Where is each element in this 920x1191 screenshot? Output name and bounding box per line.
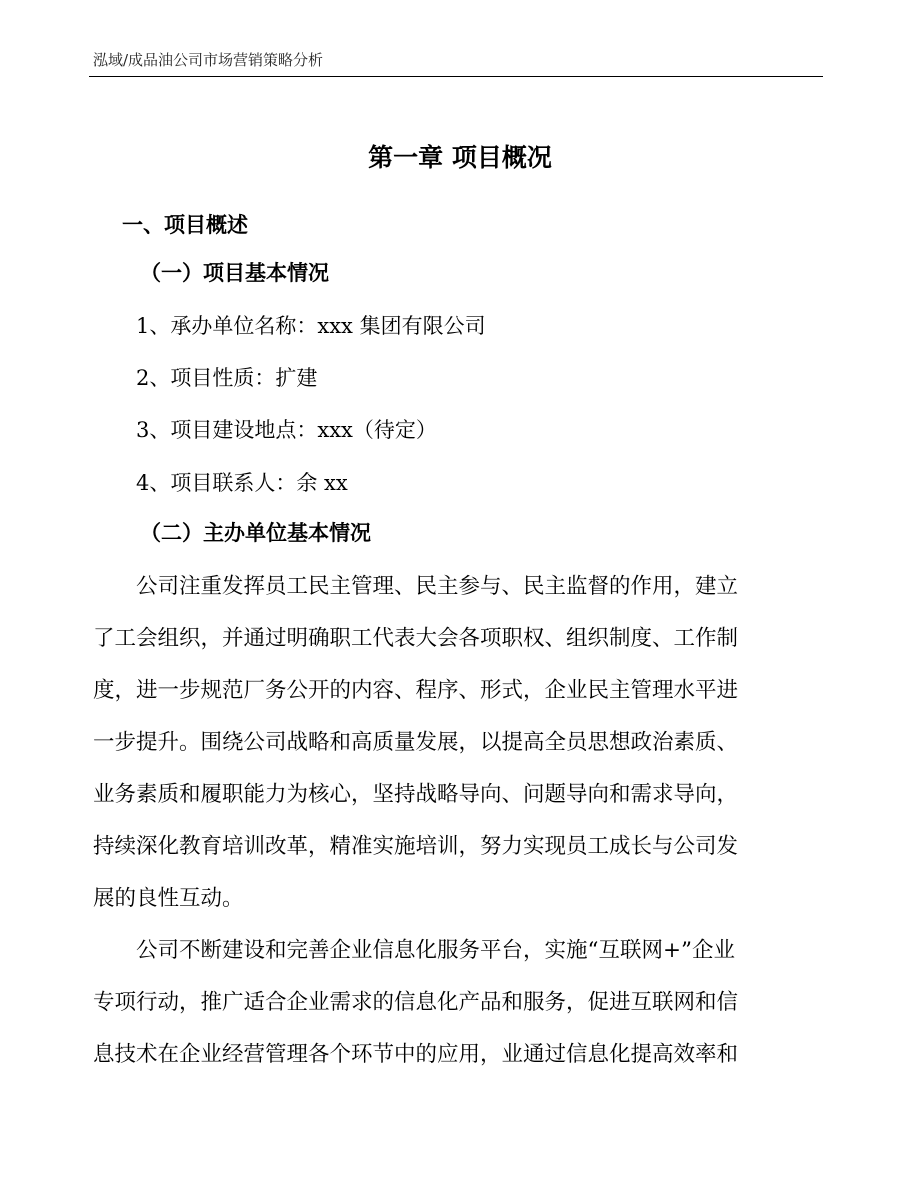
- subsection-heading-basic-info: （一）项目基本情况: [140, 261, 329, 285]
- paragraph-line: 公司注重发挥员工民主管理、民主参与、民主监督的作用，建立: [136, 574, 739, 599]
- paragraph-line: 度，进一步规范厂务公开的内容、程序、形式，企业民主管理水平进: [93, 678, 739, 703]
- paragraph-line: 一步提升。围绕公司战略和高质量发展，以提高全员思想政治素质、: [93, 730, 739, 755]
- list-item: 3、项目建设地点：xxx（待定）: [136, 418, 437, 442]
- paragraph-line: 持续深化教育培训改革，精准实施培训，努力实现员工成长与公司发: [93, 834, 739, 859]
- paragraph-line: 息技术在企业经营管理各个环节中的应用，业通过信息化提高效率和: [93, 1042, 739, 1067]
- subsection-heading-sponsor-info: （二）主办单位基本情况: [140, 521, 371, 545]
- list-item: 2、项目性质：扩建: [136, 366, 318, 390]
- paragraph-line: 展的良性互动。: [93, 886, 244, 911]
- header-rule: [89, 76, 823, 77]
- list-item: 1、承办单位名称：xxx 集团有限公司: [136, 314, 486, 338]
- running-header: 泓域/成品油公司市场营销策略分析: [93, 51, 324, 69]
- chapter-title: 第一章 项目概况: [368, 143, 552, 172]
- section-heading: 一、项目概述: [122, 213, 248, 237]
- list-item: 4、项目联系人：余 xx: [136, 471, 348, 495]
- paragraph-line: 业务素质和履职能力为核心，坚持战略导向、问题导向和需求导向，: [93, 782, 739, 807]
- paragraph-line: 了工会组织，并通过明确职工代表大会各项职权、组织制度、工作制: [93, 626, 739, 651]
- paragraph-line: 专项行动，推广适合企业需求的信息化产品和服务，促进互联网和信: [93, 990, 739, 1015]
- paragraph-line: 公司不断建设和完善企业信息化服务平台，实施“互联网+”企业: [136, 938, 736, 963]
